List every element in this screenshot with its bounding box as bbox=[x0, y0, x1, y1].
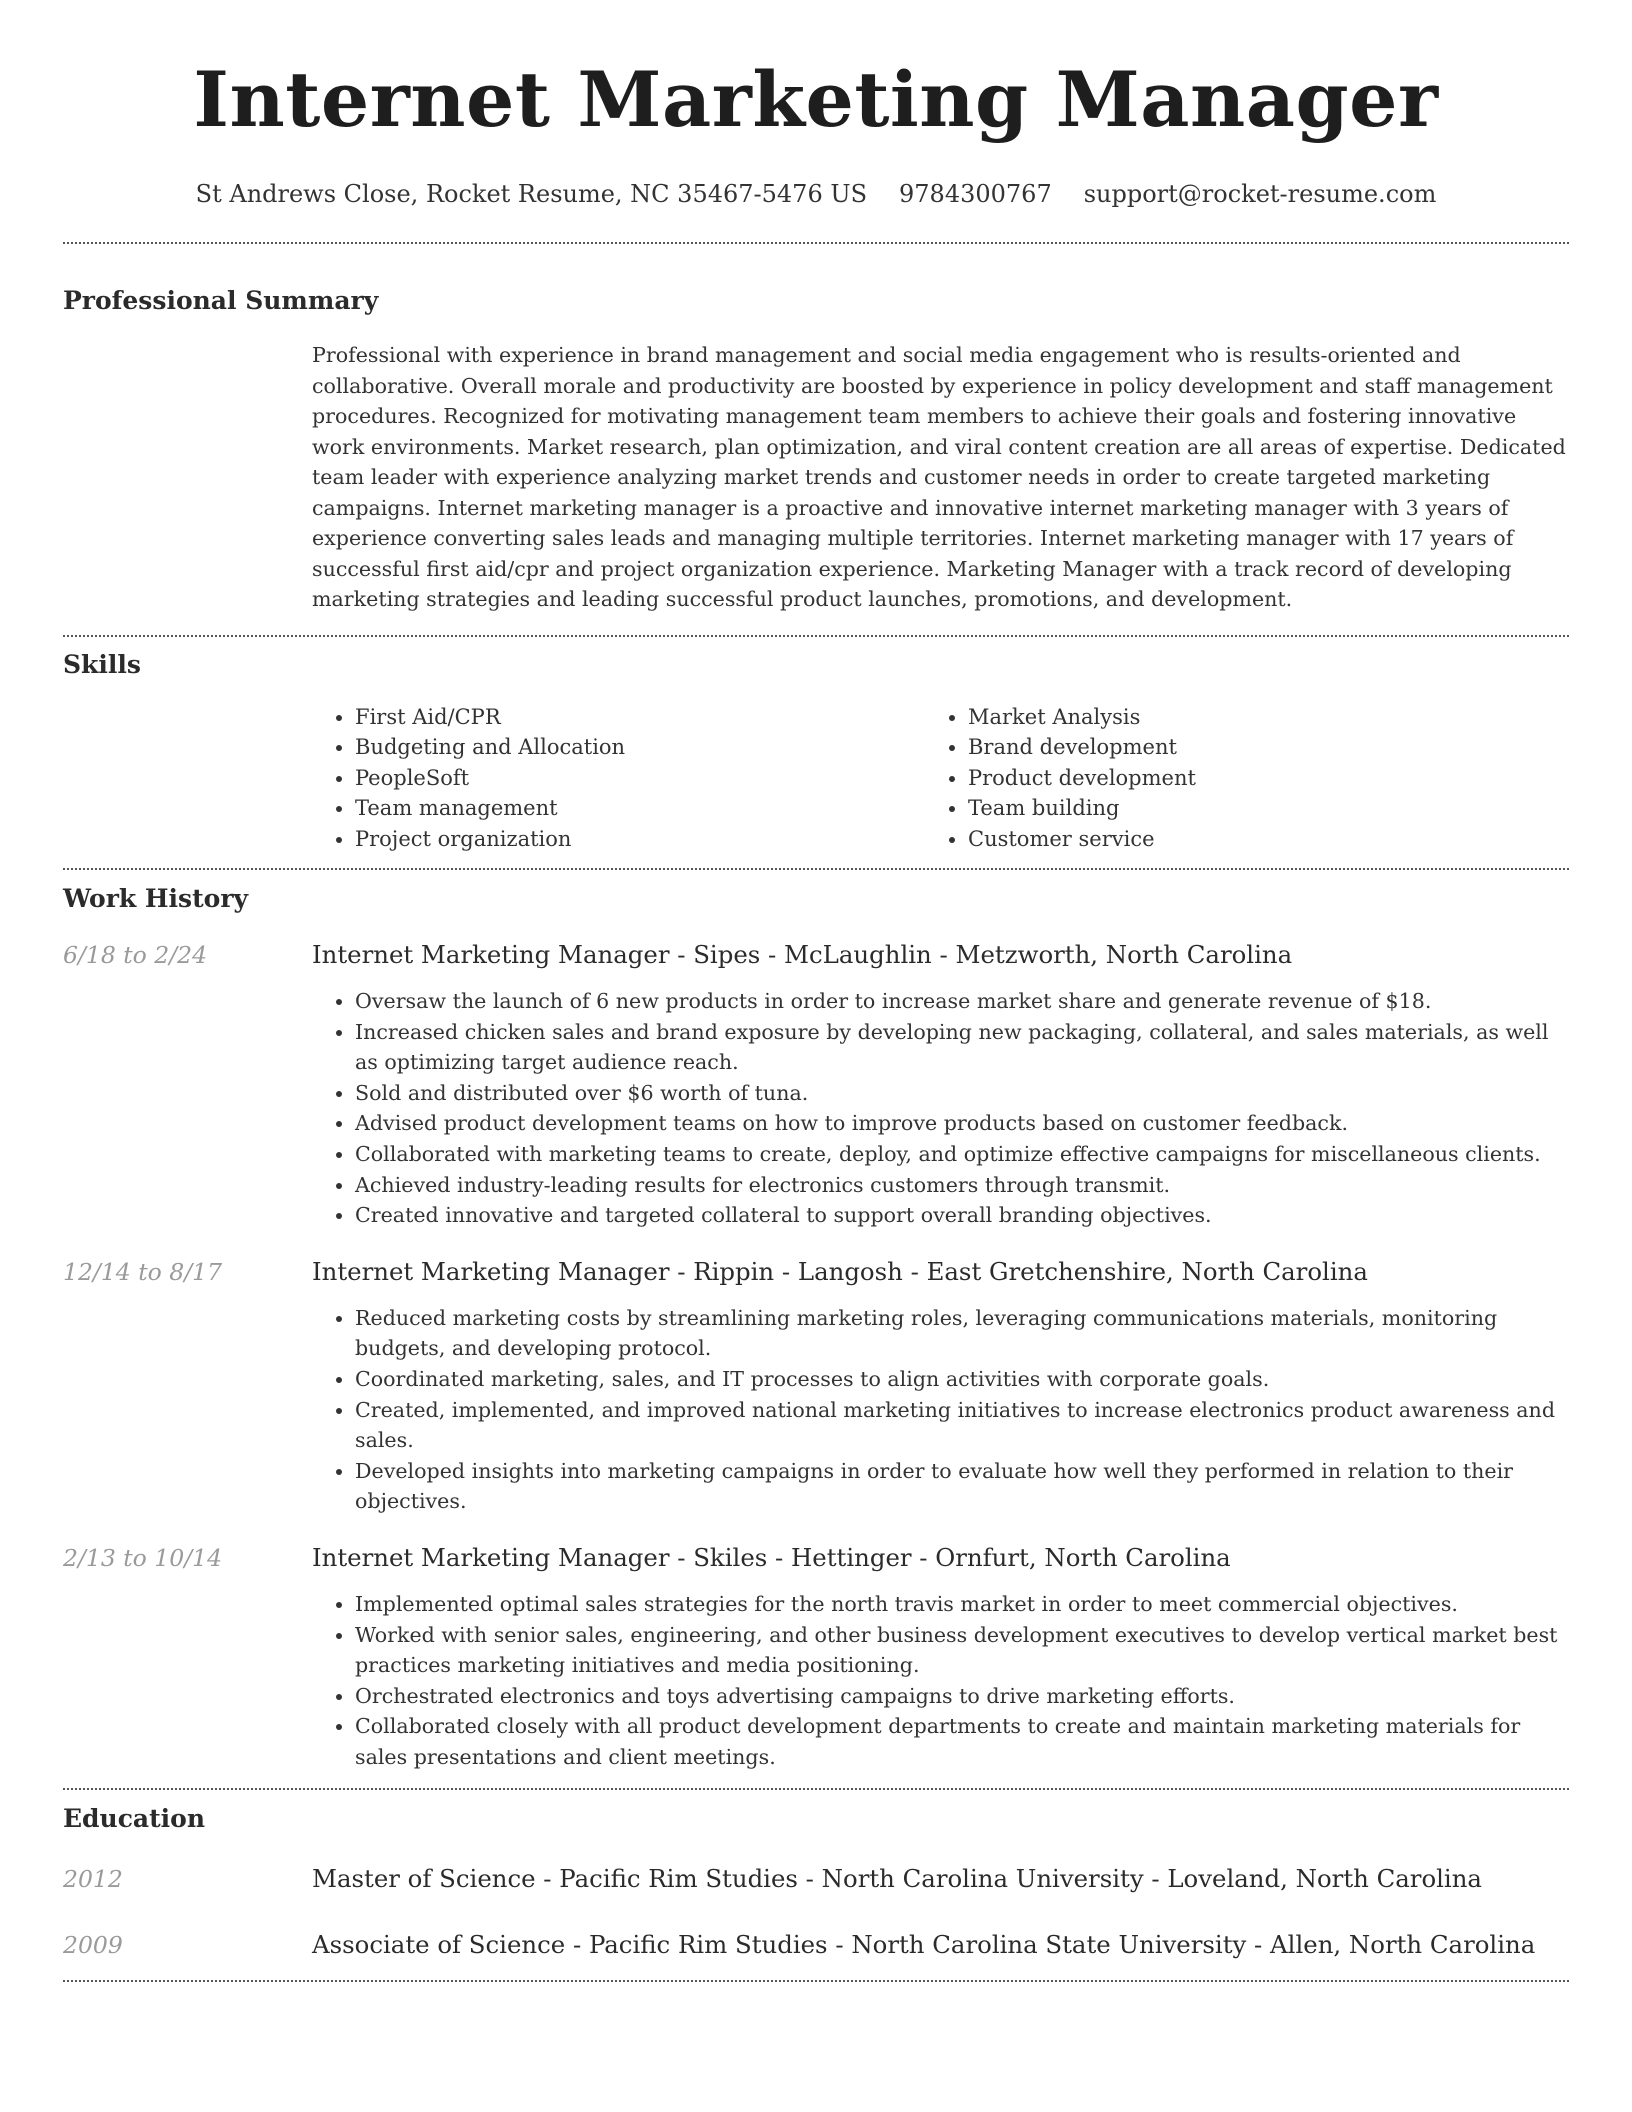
education-heading: Associate of Science - Pacific Rim Studies - North Carolina State University - Allen, North Carolina bbox=[312, 1930, 1536, 1960]
job-bullets bbox=[312, 1589, 1569, 1773]
job-dates: 12/14 to 8/17 bbox=[63, 1257, 223, 1286]
job-bullet: • Orchestrated electronics and toys advertising campaigns to drive marketing efforts. bbox=[355, 1681, 1569, 1712]
skill-item: • Product development bbox=[968, 763, 1538, 794]
summary-section bbox=[63, 244, 1569, 635]
skill-item: • PeopleSoft bbox=[355, 763, 925, 794]
job-bullets bbox=[312, 986, 1569, 1231]
job-bullet: • Collaborated closely with all product development departments to create and maintain marketing materials for sales presentations and client meetings. bbox=[355, 1711, 1569, 1772]
job-bullet: • Sold and distributed over $6 worth of tuna. bbox=[355, 1078, 1569, 1109]
contact-line bbox=[63, 178, 1569, 210]
education-section bbox=[63, 1790, 1569, 1980]
job-bullet: • Achieved industry-leading results for electronics customers through transmit. bbox=[355, 1170, 1569, 1201]
job-bullet: • Developed insights into marketing campaigns in order to evaluate how well they performed in relation to their objectives. bbox=[355, 1456, 1569, 1517]
job-dates: 6/18 to 2/24 bbox=[63, 941, 208, 969]
skill-item: • Budgeting and Allocation bbox=[355, 732, 925, 763]
job-heading: Internet Marketing Manager - Sipes - McLaughlin - Metzworth, North Carolina bbox=[312, 940, 1293, 969]
skills-section bbox=[63, 637, 1569, 869]
job-bullet: • Advised product development teams on how to improve products based on customer feedback. bbox=[355, 1108, 1569, 1139]
skill-item: • Team building bbox=[968, 793, 1538, 824]
job-bullet: • Increased chicken sales and brand exposure by developing new packaging, collateral, and sales materials, as well as optimizing target audience reach. bbox=[355, 1017, 1569, 1078]
contact-phone: 9784300767 bbox=[899, 180, 1052, 208]
job-entry bbox=[63, 1255, 1569, 1517]
contact-email: support@rocket-resume.com bbox=[1083, 180, 1437, 208]
job-bullet: • Created, implemented, and improved national marketing initiatives to increase electronics product awareness and sales. bbox=[355, 1395, 1569, 1456]
skill-item: • First Aid/CPR bbox=[355, 702, 925, 733]
skill-item: • Market Analysis bbox=[968, 702, 1538, 733]
skills-list-right bbox=[925, 702, 1538, 855]
education-entry bbox=[63, 1928, 1569, 1962]
job-bullet: • Implemented optimal sales strategies for the north travis market in order to meet commercial objectives. bbox=[355, 1589, 1569, 1620]
job-heading: Internet Marketing Manager - Skiles - Hettinger - Ornfurt, North Carolina bbox=[312, 1542, 1231, 1572]
job-entry bbox=[63, 938, 1569, 1231]
education-entry bbox=[63, 1862, 1569, 1896]
skills-title: Skills bbox=[63, 649, 141, 679]
skill-item: • Brand development bbox=[968, 732, 1538, 763]
job-bullet: • Created innovative and targeted collateral to support overall branding objectives. bbox=[355, 1200, 1569, 1231]
skill-item: • Customer service bbox=[968, 824, 1538, 855]
job-bullet: • Collaborated with marketing teams to create, deploy, and optimize effective campaigns for miscellaneous clients. bbox=[355, 1139, 1569, 1170]
work-history-section bbox=[63, 870, 1569, 1788]
skill-item: • Team management bbox=[355, 793, 925, 824]
contact-address: St Andrews Close, Rocket Resume, NC 35467-5476 US bbox=[195, 180, 868, 208]
summary-title: Professional Summary bbox=[63, 286, 379, 315]
education-title: Education bbox=[63, 1804, 206, 1834]
job-bullets bbox=[312, 1303, 1569, 1517]
skills-list-left bbox=[312, 702, 925, 855]
job-entry bbox=[63, 1541, 1569, 1773]
job-bullet: • Oversaw the launch of 6 new products in order to increase market share and generate revenue of $18. bbox=[355, 986, 1569, 1017]
summary-text: Professional with experience in brand management and social media engagement who is results-oriented and collaborative. Overall morale and productivity are boosted by experience in policy development and staff management procedures. Recognized for motivating management team members to achieve their goals and fostering innovative work environments. Market research, plan optimization, and viral content creation are all areas of expertise. Dedicated team leader with experience analyzing market trends and customer needs in order to create targeted marketing campaigns. Internet marketing manager is a proactive and innovative internet marketing manager with 3 years of experience converting sales leads and managing multiple territories. Internet marketing manager with 17 years of successful first aid/cpr and project organization experience. Marketing Manager with a track record of developing marketing strategies and leading successful product launches, promotions, and development. bbox=[312, 343, 1566, 611]
education-year: 2012 bbox=[63, 1865, 123, 1894]
job-bullet: • Coordinated marketing, sales, and IT processes to align activities with corporate goals. bbox=[355, 1364, 1569, 1395]
education-year: 2009 bbox=[63, 1931, 123, 1960]
work-history-title: Work History bbox=[63, 884, 249, 913]
candidate-name: Internet Marketing Manager bbox=[193, 55, 1439, 144]
job-bullet: • Worked with senior sales, engineering, and other business development executives to develop vertical market best practices marketing initiatives and media positioning. bbox=[355, 1620, 1569, 1681]
job-dates: 2/13 to 10/14 bbox=[63, 1543, 223, 1572]
resume-header bbox=[63, 0, 1569, 210]
skill-item: • Project organization bbox=[355, 824, 925, 855]
job-bullet: • Reduced marketing costs by streamlining marketing roles, leveraging communications materials, monitoring budgets, and developing protocol. bbox=[355, 1303, 1569, 1364]
education-heading: Master of Science - Pacific Rim Studies - North Carolina University - Loveland, North Carolina bbox=[312, 1864, 1482, 1894]
section-divider bbox=[63, 1980, 1569, 1982]
job-heading: Internet Marketing Manager - Rippin - Langosh - East Gretchenshire, North Carolina bbox=[312, 1256, 1368, 1286]
